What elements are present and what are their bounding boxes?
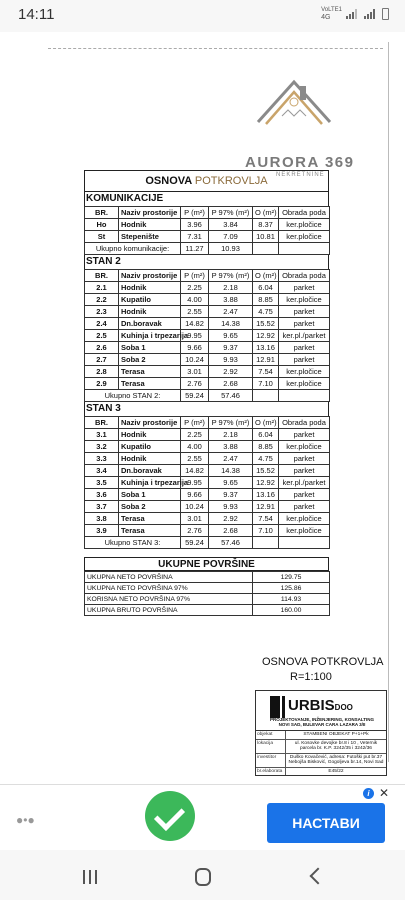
ad-banner[interactable]	[0, 784, 405, 850]
table-header-row: BR. Naziv prostorije P (m²) P 97% (m²) O (m²) Obrada poda	[85, 270, 330, 282]
totals-row: UKUPNA NETO POVRŠINA 129.75	[85, 572, 330, 583]
drawing-frame-top	[48, 48, 383, 49]
table-row: 3.5 Kuhinja i trpezarija 9.95 9.65 12.92 ker.pl./parket	[85, 477, 330, 489]
checkmark-icon[interactable]	[145, 791, 195, 841]
table-sum-row: Ukupno STAN 2: 59.24 57.46	[85, 390, 330, 402]
ad-close-icon[interactable]: ✕	[379, 786, 390, 800]
stamp-description: PROJEKTOVANJE, INŽENJERING, KONSALTING NOVI SAD, BULEVAR CARA LAZARA 3/II	[269, 717, 374, 727]
ad-info-icon[interactable]: i	[363, 788, 374, 799]
ad-continue-button[interactable]: НАСТАВИ	[267, 803, 385, 843]
table-komunikacije	[84, 206, 330, 255]
table-row: 3.4 Dn.boravak 14.82 14.38 15.52 parket	[85, 465, 330, 477]
table-row: 3.7 Soba 2 10.24 9.93 12.91 parket	[85, 501, 330, 513]
stamp-brand: URBISDOO	[288, 697, 353, 714]
battery-icon	[382, 8, 389, 20]
table-row: 3.3 Hodnik 2.55 2.47 4.75 parket	[85, 453, 330, 465]
back-icon[interactable]	[310, 868, 327, 885]
totals-row: UKUPNA NETO POVRŠINA 97% 125.86	[85, 583, 330, 594]
section-heading-stan2: STAN 2	[84, 255, 329, 269]
house-logo-icon	[254, 72, 334, 132]
table-row: 3.9 Terasa 2.76 2.68 7.10 ker.pločice	[85, 525, 330, 537]
logo-subtitle: NEKRETNINE	[276, 172, 325, 178]
table-row: 3.6 Soba 1 9.66 9.37 13.16 parket	[85, 489, 330, 501]
status-icons	[321, 6, 389, 22]
totals-row: KORISNA NETO POVRŠINA 97% 114.93	[85, 594, 330, 605]
table-header-row: BR. Naziv prostorije P (m²) P 97% (m²) O (m²) Obrada poda	[85, 207, 330, 219]
section-heading-komunikacije: KOMUNIKACIJE	[84, 192, 329, 206]
table-stan3	[84, 416, 330, 549]
logo-brand: AURORA 369	[245, 154, 355, 171]
stamp-row: investitor Duško Kovačević, adresa: Futoški put br.37 Nebojša Bisković, Gogoljeva br.14, Novi Sad	[256, 754, 386, 768]
title-block-stamp	[255, 690, 387, 776]
table-row: 2.5 Kuhinja i trpezarija 9.95 9.65 12.92 ker.pl./parket	[85, 330, 330, 342]
area-table-sheet	[84, 170, 329, 616]
totals-row: UKUPNA BRUTO POVRŠINA 160.00	[85, 605, 330, 616]
table-row: 2.6 Soba 1 9.66 9.37 13.16 parket	[85, 342, 330, 354]
status-bar	[0, 0, 405, 32]
document-viewer[interactable]	[0, 32, 405, 784]
totals-table	[84, 571, 330, 616]
section-heading-stan3: STAN 3	[84, 402, 329, 416]
network-type: VoLTE1 4G	[321, 7, 342, 21]
stamp-row: objekat STAMBENI OBJEKAT P+1+Pk	[256, 731, 386, 740]
recents-icon[interactable]	[82, 870, 98, 884]
drawing-scale: R=1:100	[290, 671, 332, 683]
table-sum-row: Ukupno STAN 3: 59.24 57.46	[85, 537, 330, 549]
drawing-frame-right	[388, 42, 389, 762]
table-row: 3.2 Kupatilo 4.00 3.88 8.85 ker.pločice	[85, 441, 330, 453]
signal-icon-2	[364, 9, 378, 19]
table-row: 2.9 Terasa 2.76 2.68 7.10 ker.pločice	[85, 378, 330, 390]
sheet-title: OSNOVA POTKROVLJA	[84, 170, 329, 192]
table-row: 3.1 Hodnik 2.25 2.18 6.04 parket	[85, 429, 330, 441]
table-row: 2.8 Terasa 3.01 2.92 7.54 ker.pločice	[85, 366, 330, 378]
signal-icon	[346, 9, 360, 19]
drawing-label: OSNOVA POTKROVLJA	[262, 656, 384, 668]
table-row: 2.3 Hodnik 2.55 2.47 4.75 parket	[85, 306, 330, 318]
table-sum-row: Ukupno komunikacije: 11.27 10.93	[85, 243, 330, 255]
stamp-row: lokacija ul. Kosovke devojke br.8 i 10 , Veternik parcela br. K.P. 3242/35 i 3242/36	[256, 740, 386, 754]
table-row: Ho Hodnik 3.96 3.84 8.37 ker.pločice	[85, 219, 330, 231]
urbis-logo-icon-bar	[282, 696, 285, 718]
ad-logo-icon: ●•●	[16, 813, 35, 827]
stamp-header	[256, 691, 386, 731]
table-header-row: BR. Naziv prostorije P (m²) P 97% (m²) O (m²) Obrada poda	[85, 417, 330, 429]
table-row: St Stepenište 7.31 7.09 10.81 ker.pločice	[85, 231, 330, 243]
stamp-row: br.elaborata E45/22	[257, 768, 344, 774]
table-row: 2.1 Hodnik 2.25 2.18 6.04 parket	[85, 282, 330, 294]
table-row: 2.4 Dn.boravak 14.82 14.38 15.52 parket	[85, 318, 330, 330]
system-nav-bar	[0, 850, 405, 900]
status-time: 14:11	[18, 6, 55, 23]
aurora-logo	[240, 72, 355, 182]
urbis-logo-icon	[270, 696, 280, 718]
home-icon[interactable]	[195, 868, 211, 886]
table-stan2	[84, 269, 330, 402]
table-row: 3.8 Terasa 3.01 2.92 7.54 ker.pločice	[85, 513, 330, 525]
totals-heading: UKUPNE POVRŠINE	[84, 557, 329, 571]
table-row: 2.7 Soba 2 10.24 9.93 12.91 parket	[85, 354, 330, 366]
table-row: 2.2 Kupatilo 4.00 3.88 8.85 ker.pločice	[85, 294, 330, 306]
